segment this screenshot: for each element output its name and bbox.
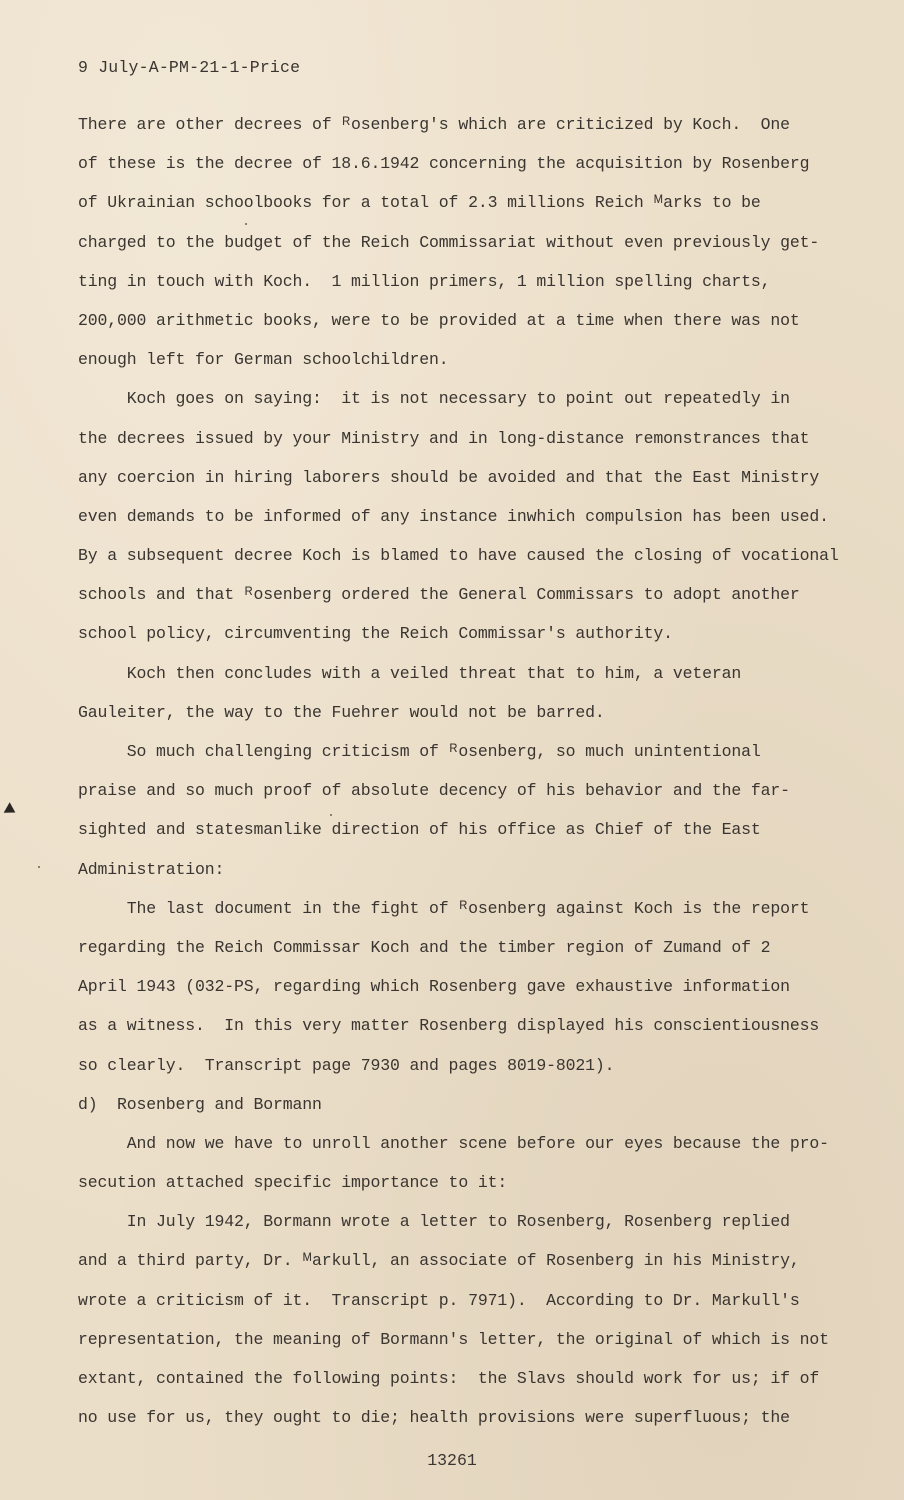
text-line: April 1943 (032-PS, regarding which Rosenberg gave exhaustive information — [78, 977, 790, 997]
text-line: no use for us, they ought to die; health provisions were superfluous; the — [78, 1408, 790, 1428]
text-line: representation, the meaning of Bormann's letter, the original of which is not — [78, 1329, 829, 1349]
text-line: the decrees issued by your Ministry and in long-distance remonstrances that — [78, 428, 810, 448]
paper-speck — [245, 223, 247, 225]
text-line: secution attached specific importance to it: — [78, 1173, 508, 1193]
page-number: 13261 — [427, 1451, 477, 1470]
text-line: 200,000 arithmetic books, were to be provided at a time when there was not — [78, 310, 800, 330]
text-line: Koch goes on saying: it is not necessary to point out repeatedly in — [78, 389, 790, 409]
document-header: 9 July-A-PM-21-1-Price — [78, 58, 301, 77]
text-line: of Ukrainian schoolbooks for a total of 2.3 millions Reich ᴹarks to be — [78, 193, 761, 213]
text-line: d) Rosenberg and Bormann — [78, 1094, 322, 1114]
text-line: extant, contained the following points: the Slavs should work for us; if of — [78, 1369, 820, 1388]
text-line: Administration: — [78, 859, 225, 879]
text-line: ting in touch with Koch. 1 million primers, 1 million spelling charts, — [78, 271, 771, 291]
text-line: school policy, circumventing the Reich Commissar's authority. — [78, 624, 673, 644]
paper-speck — [38, 866, 40, 868]
text-line: so clearly. Transcript page 7930 and pages 8019-8021). — [78, 1055, 615, 1075]
text-line: By a subsequent decree Koch is blamed to have caused the closing of vocational — [78, 546, 839, 566]
text-line: any coercion in hiring laborers should be avoided and that the East Ministry — [78, 467, 820, 487]
text-line: enough left for German schoolchildren. — [78, 350, 449, 370]
margin-mark — [4, 802, 19, 817]
text-line: regarding the Reich Commissar Koch and the timber region of Zumand of 2 — [78, 937, 771, 957]
text-line: Gauleiter, the way to the Fuehrer would not be barred. — [78, 702, 605, 722]
text-line: sighted and statesmanlike direction of his office as Chief of the East — [78, 820, 761, 840]
text-line: even demands to be informed of any instance inwhich compulsion has been used. — [78, 506, 829, 526]
text-line: of these is the decree of 18.6.1942 concerning the acquisition by Rosenberg — [78, 154, 810, 174]
text-line: wrote a criticism of it. Transcript p. 7971). According to Dr. Markull's — [78, 1290, 800, 1310]
text-line: schools and that ᴿosenberg ordered the General Commissars to adopt another — [78, 585, 800, 605]
text-line: praise and so much proof of absolute decency of his behavior and the far- — [78, 781, 790, 801]
text-line: The last document in the fight of ᴿosenberg against Koch is the report — [78, 898, 810, 918]
text-line: So much challenging criticism of ᴿosenberg, so much unintentional — [78, 742, 761, 761]
text-line: In July 1942, Bormann wrote a letter to Rosenberg, Rosenberg replied — [78, 1212, 790, 1232]
text-line: as a witness. In this very matter Rosenberg displayed his conscientiousness — [78, 1016, 820, 1036]
text-line: There are other decrees of ᴿosenberg's which are criticized by Koch. One — [78, 115, 790, 134]
text-line: charged to the budget of the Reich Commissariat without even previously get- — [78, 232, 820, 252]
text-line: and a third party, Dr. ᴹarkull, an associate of Rosenberg in his Ministry, — [78, 1251, 800, 1271]
document-body — [78, 112, 838, 1444]
paper-speck — [330, 814, 332, 816]
text-line: And now we have to unroll another scene before our eyes because the pro- — [78, 1133, 829, 1153]
text-line: Koch then concludes with a veiled threat that to him, a veteran — [78, 663, 742, 683]
